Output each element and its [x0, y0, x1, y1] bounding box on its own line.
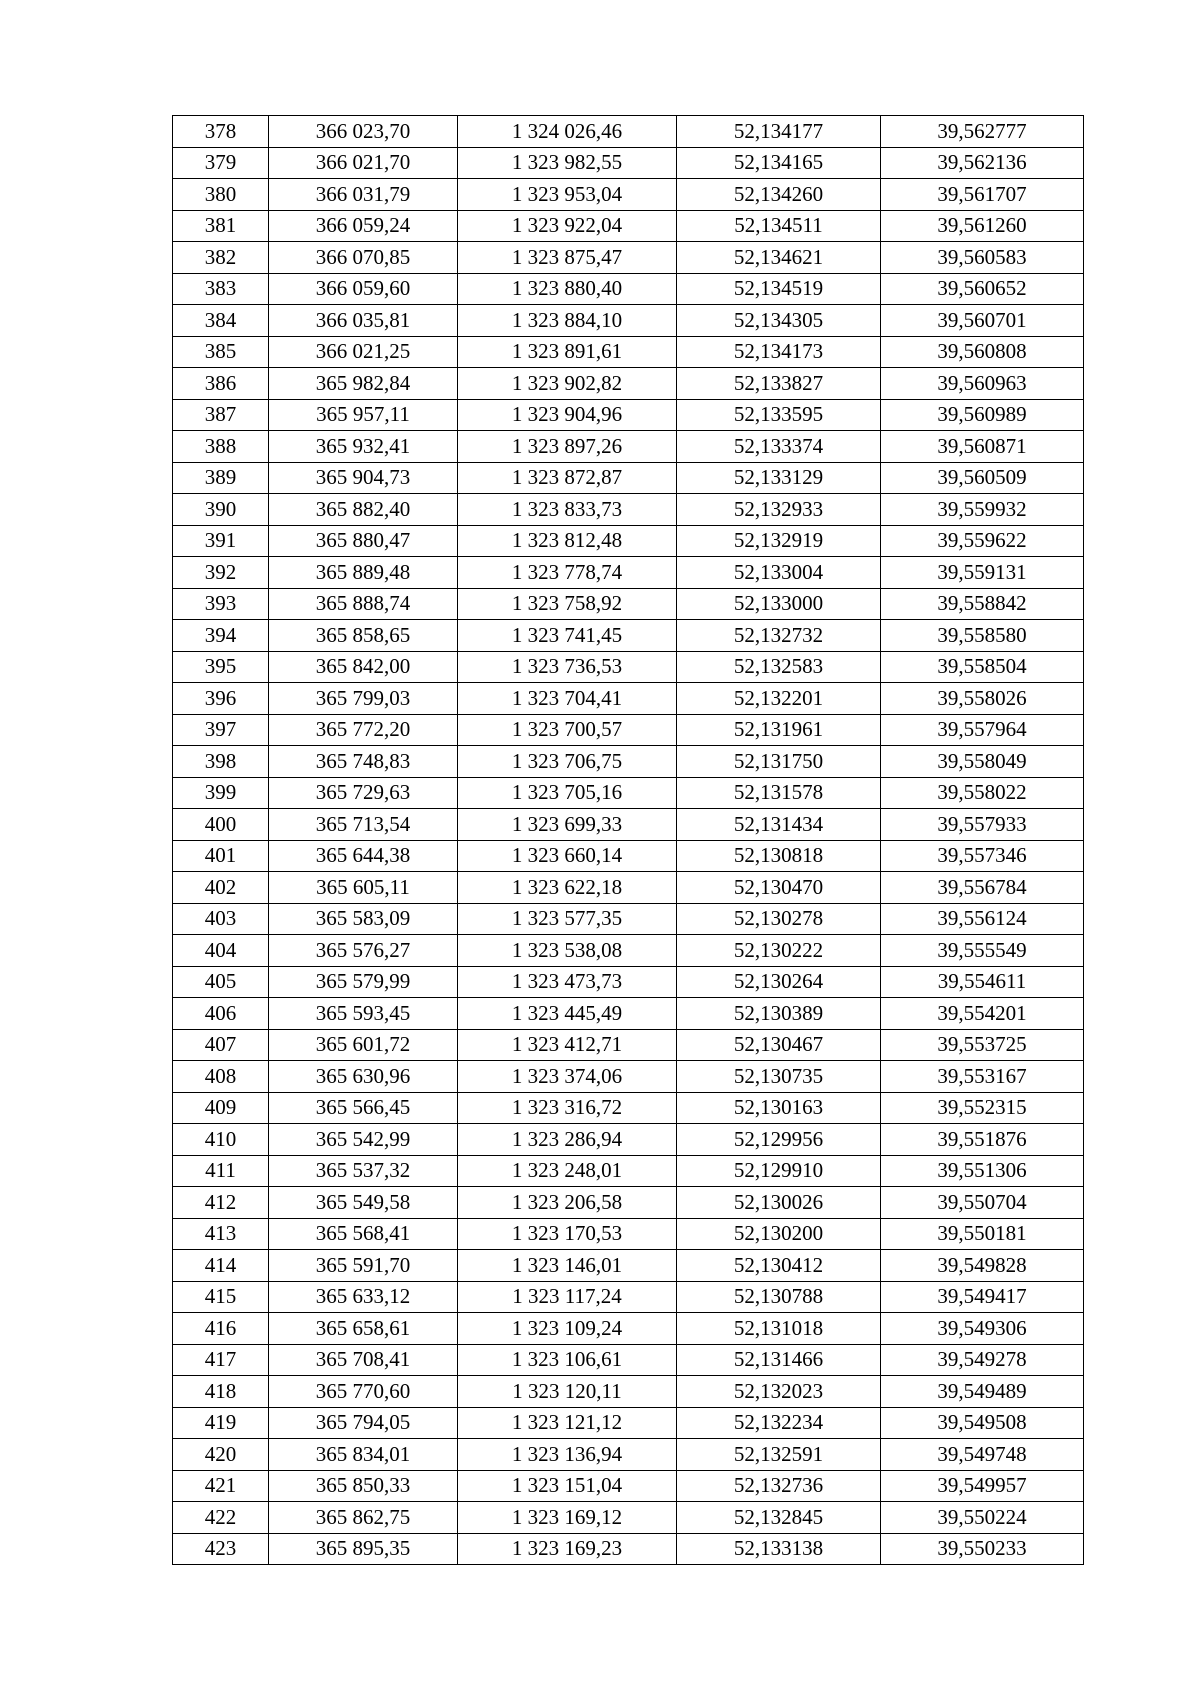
- x-coordinate-cell: 365 772,20: [269, 714, 458, 746]
- latitude-cell: 52,130278: [677, 903, 881, 935]
- x-coordinate-cell: 365 904,73: [269, 462, 458, 494]
- point-number-cell: 396: [173, 683, 269, 715]
- point-number-cell: 416: [173, 1313, 269, 1345]
- y-coordinate-cell: 1 323 872,87: [458, 462, 677, 494]
- table-row: [173, 1155, 1084, 1187]
- longitude-cell: 39,560871: [881, 431, 1084, 463]
- latitude-cell: 52,130163: [677, 1092, 881, 1124]
- latitude-cell: 52,130467: [677, 1029, 881, 1061]
- table-row: [173, 336, 1084, 368]
- x-coordinate-cell: 365 542,99: [269, 1124, 458, 1156]
- point-number-cell: 400: [173, 809, 269, 841]
- longitude-cell: 39,549306: [881, 1313, 1084, 1345]
- x-coordinate-cell: 365 850,33: [269, 1470, 458, 1502]
- x-coordinate-cell: 365 579,99: [269, 966, 458, 998]
- x-coordinate-cell: 366 021,25: [269, 336, 458, 368]
- x-coordinate-cell: 365 658,61: [269, 1313, 458, 1345]
- latitude-cell: 52,130389: [677, 998, 881, 1030]
- y-coordinate-cell: 1 323 445,49: [458, 998, 677, 1030]
- table-row: [173, 431, 1084, 463]
- x-coordinate-cell: 365 633,12: [269, 1281, 458, 1313]
- y-coordinate-cell: 1 323 169,23: [458, 1533, 677, 1565]
- longitude-cell: 39,562777: [881, 116, 1084, 148]
- y-coordinate-cell: 1 323 884,10: [458, 305, 677, 337]
- point-number-cell: 398: [173, 746, 269, 778]
- point-number-cell: 393: [173, 588, 269, 620]
- latitude-cell: 52,134305: [677, 305, 881, 337]
- latitude-cell: 52,131750: [677, 746, 881, 778]
- latitude-cell: 52,131578: [677, 777, 881, 809]
- table-row: [173, 1502, 1084, 1534]
- y-coordinate-cell: 1 323 778,74: [458, 557, 677, 589]
- y-coordinate-cell: 1 323 833,73: [458, 494, 677, 526]
- table-row: [173, 935, 1084, 967]
- y-coordinate-cell: 1 323 758,92: [458, 588, 677, 620]
- y-coordinate-cell: 1 323 897,26: [458, 431, 677, 463]
- y-coordinate-cell: 1 323 286,94: [458, 1124, 677, 1156]
- y-coordinate-cell: 1 323 875,47: [458, 242, 677, 274]
- latitude-cell: 52,132023: [677, 1376, 881, 1408]
- table-row: [173, 1439, 1084, 1471]
- table-row: [173, 147, 1084, 179]
- x-coordinate-cell: 366 070,85: [269, 242, 458, 274]
- y-coordinate-cell: 1 323 146,01: [458, 1250, 677, 1282]
- longitude-cell: 39,549748: [881, 1439, 1084, 1471]
- y-coordinate-cell: 1 323 109,24: [458, 1313, 677, 1345]
- y-coordinate-cell: 1 323 741,45: [458, 620, 677, 652]
- x-coordinate-cell: 365 630,96: [269, 1061, 458, 1093]
- y-coordinate-cell: 1 323 953,04: [458, 179, 677, 211]
- table-row: [173, 210, 1084, 242]
- longitude-cell: 39,559932: [881, 494, 1084, 526]
- latitude-cell: 52,131018: [677, 1313, 881, 1345]
- point-number-cell: 383: [173, 273, 269, 305]
- longitude-cell: 39,554611: [881, 966, 1084, 998]
- x-coordinate-cell: 365 880,47: [269, 525, 458, 557]
- longitude-cell: 39,549828: [881, 1250, 1084, 1282]
- point-number-cell: 387: [173, 399, 269, 431]
- table-row: [173, 777, 1084, 809]
- coordinates-table: [172, 115, 1084, 1565]
- table-row: [173, 1281, 1084, 1313]
- x-coordinate-cell: 365 842,00: [269, 651, 458, 683]
- table-row: [173, 179, 1084, 211]
- table-row: [173, 1187, 1084, 1219]
- point-number-cell: 403: [173, 903, 269, 935]
- x-coordinate-cell: 365 799,03: [269, 683, 458, 715]
- x-coordinate-cell: 365 729,63: [269, 777, 458, 809]
- table-row: [173, 242, 1084, 274]
- x-coordinate-cell: 366 059,24: [269, 210, 458, 242]
- longitude-cell: 39,561260: [881, 210, 1084, 242]
- coordinates-table-body: [173, 116, 1084, 1565]
- point-number-cell: 401: [173, 840, 269, 872]
- point-number-cell: 378: [173, 116, 269, 148]
- longitude-cell: 39,549417: [881, 1281, 1084, 1313]
- point-number-cell: 391: [173, 525, 269, 557]
- x-coordinate-cell: 365 770,60: [269, 1376, 458, 1408]
- latitude-cell: 52,133138: [677, 1533, 881, 1565]
- longitude-cell: 39,558842: [881, 588, 1084, 620]
- table-row: [173, 903, 1084, 935]
- table-row: [173, 1376, 1084, 1408]
- table-row: [173, 872, 1084, 904]
- point-number-cell: 423: [173, 1533, 269, 1565]
- latitude-cell: 52,130200: [677, 1218, 881, 1250]
- table-row: [173, 1313, 1084, 1345]
- point-number-cell: 382: [173, 242, 269, 274]
- y-coordinate-cell: 1 323 121,12: [458, 1407, 677, 1439]
- latitude-cell: 52,133004: [677, 557, 881, 589]
- y-coordinate-cell: 1 323 982,55: [458, 147, 677, 179]
- y-coordinate-cell: 1 324 026,46: [458, 116, 677, 148]
- table-row: [173, 840, 1084, 872]
- longitude-cell: 39,556784: [881, 872, 1084, 904]
- latitude-cell: 52,132234: [677, 1407, 881, 1439]
- latitude-cell: 52,130264: [677, 966, 881, 998]
- table-row: [173, 714, 1084, 746]
- y-coordinate-cell: 1 323 120,11: [458, 1376, 677, 1408]
- point-number-cell: 413: [173, 1218, 269, 1250]
- longitude-cell: 39,560652: [881, 273, 1084, 305]
- point-number-cell: 384: [173, 305, 269, 337]
- y-coordinate-cell: 1 323 904,96: [458, 399, 677, 431]
- table-row: [173, 368, 1084, 400]
- point-number-cell: 397: [173, 714, 269, 746]
- table-row: [173, 746, 1084, 778]
- table-row: [173, 683, 1084, 715]
- longitude-cell: 39,552315: [881, 1092, 1084, 1124]
- x-coordinate-cell: 365 895,35: [269, 1533, 458, 1565]
- table-row: [173, 809, 1084, 841]
- x-coordinate-cell: 365 862,75: [269, 1502, 458, 1534]
- x-coordinate-cell: 366 035,81: [269, 305, 458, 337]
- latitude-cell: 52,130470: [677, 872, 881, 904]
- latitude-cell: 52,132201: [677, 683, 881, 715]
- point-number-cell: 411: [173, 1155, 269, 1187]
- x-coordinate-cell: 365 605,11: [269, 872, 458, 904]
- point-number-cell: 381: [173, 210, 269, 242]
- table-row: [173, 399, 1084, 431]
- latitude-cell: 52,132591: [677, 1439, 881, 1471]
- x-coordinate-cell: 366 021,70: [269, 147, 458, 179]
- point-number-cell: 415: [173, 1281, 269, 1313]
- latitude-cell: 52,132583: [677, 651, 881, 683]
- table-row: [173, 1029, 1084, 1061]
- longitude-cell: 39,549278: [881, 1344, 1084, 1376]
- point-number-cell: 408: [173, 1061, 269, 1093]
- y-coordinate-cell: 1 323 169,12: [458, 1502, 677, 1534]
- table-row: [173, 1092, 1084, 1124]
- table-row: [173, 273, 1084, 305]
- latitude-cell: 52,130026: [677, 1187, 881, 1219]
- point-number-cell: 421: [173, 1470, 269, 1502]
- longitude-cell: 39,550704: [881, 1187, 1084, 1219]
- y-coordinate-cell: 1 323 206,58: [458, 1187, 677, 1219]
- y-coordinate-cell: 1 323 106,61: [458, 1344, 677, 1376]
- latitude-cell: 52,132845: [677, 1502, 881, 1534]
- longitude-cell: 39,551306: [881, 1155, 1084, 1187]
- point-number-cell: 379: [173, 147, 269, 179]
- longitude-cell: 39,550224: [881, 1502, 1084, 1534]
- table-row: [173, 1344, 1084, 1376]
- y-coordinate-cell: 1 323 248,01: [458, 1155, 677, 1187]
- latitude-cell: 52,133000: [677, 588, 881, 620]
- longitude-cell: 39,550181: [881, 1218, 1084, 1250]
- point-number-cell: 407: [173, 1029, 269, 1061]
- latitude-cell: 52,131466: [677, 1344, 881, 1376]
- point-number-cell: 422: [173, 1502, 269, 1534]
- table-row: [173, 1470, 1084, 1502]
- x-coordinate-cell: 366 059,60: [269, 273, 458, 305]
- x-coordinate-cell: 365 537,32: [269, 1155, 458, 1187]
- point-number-cell: 409: [173, 1092, 269, 1124]
- y-coordinate-cell: 1 323 699,33: [458, 809, 677, 841]
- table-row: [173, 557, 1084, 589]
- x-coordinate-cell: 365 713,54: [269, 809, 458, 841]
- longitude-cell: 39,553167: [881, 1061, 1084, 1093]
- table-row: [173, 1250, 1084, 1282]
- x-coordinate-cell: 365 932,41: [269, 431, 458, 463]
- y-coordinate-cell: 1 323 117,24: [458, 1281, 677, 1313]
- latitude-cell: 52,130222: [677, 935, 881, 967]
- y-coordinate-cell: 1 323 538,08: [458, 935, 677, 967]
- longitude-cell: 39,549957: [881, 1470, 1084, 1502]
- x-coordinate-cell: 365 591,70: [269, 1250, 458, 1282]
- latitude-cell: 52,132919: [677, 525, 881, 557]
- y-coordinate-cell: 1 323 706,75: [458, 746, 677, 778]
- x-coordinate-cell: 365 957,11: [269, 399, 458, 431]
- latitude-cell: 52,132933: [677, 494, 881, 526]
- x-coordinate-cell: 365 889,48: [269, 557, 458, 589]
- y-coordinate-cell: 1 323 136,94: [458, 1439, 677, 1471]
- latitude-cell: 52,131434: [677, 809, 881, 841]
- longitude-cell: 39,558580: [881, 620, 1084, 652]
- latitude-cell: 52,130412: [677, 1250, 881, 1282]
- latitude-cell: 52,134621: [677, 242, 881, 274]
- table-row: [173, 651, 1084, 683]
- table-row: [173, 1407, 1084, 1439]
- latitude-cell: 52,134260: [677, 179, 881, 211]
- longitude-cell: 39,561707: [881, 179, 1084, 211]
- y-coordinate-cell: 1 323 473,73: [458, 966, 677, 998]
- longitude-cell: 39,557964: [881, 714, 1084, 746]
- point-number-cell: 395: [173, 651, 269, 683]
- longitude-cell: 39,557346: [881, 840, 1084, 872]
- table-row: [173, 1218, 1084, 1250]
- longitude-cell: 39,556124: [881, 903, 1084, 935]
- latitude-cell: 52,133595: [677, 399, 881, 431]
- longitude-cell: 39,560989: [881, 399, 1084, 431]
- longitude-cell: 39,560808: [881, 336, 1084, 368]
- longitude-cell: 39,560583: [881, 242, 1084, 274]
- x-coordinate-cell: 366 031,79: [269, 179, 458, 211]
- latitude-cell: 52,129956: [677, 1124, 881, 1156]
- point-number-cell: 390: [173, 494, 269, 526]
- y-coordinate-cell: 1 323 902,82: [458, 368, 677, 400]
- x-coordinate-cell: 365 858,65: [269, 620, 458, 652]
- table-row: [173, 588, 1084, 620]
- longitude-cell: 39,551876: [881, 1124, 1084, 1156]
- y-coordinate-cell: 1 323 374,06: [458, 1061, 677, 1093]
- x-coordinate-cell: 365 748,83: [269, 746, 458, 778]
- latitude-cell: 52,132732: [677, 620, 881, 652]
- table-row: [173, 116, 1084, 148]
- latitude-cell: 52,134511: [677, 210, 881, 242]
- longitude-cell: 39,554201: [881, 998, 1084, 1030]
- y-coordinate-cell: 1 323 151,04: [458, 1470, 677, 1502]
- point-number-cell: 404: [173, 935, 269, 967]
- y-coordinate-cell: 1 323 705,16: [458, 777, 677, 809]
- y-coordinate-cell: 1 323 660,14: [458, 840, 677, 872]
- point-number-cell: 380: [173, 179, 269, 211]
- latitude-cell: 52,131961: [677, 714, 881, 746]
- point-number-cell: 402: [173, 872, 269, 904]
- latitude-cell: 52,129910: [677, 1155, 881, 1187]
- table-row: [173, 1124, 1084, 1156]
- latitude-cell: 52,132736: [677, 1470, 881, 1502]
- longitude-cell: 39,559622: [881, 525, 1084, 557]
- latitude-cell: 52,130818: [677, 840, 881, 872]
- longitude-cell: 39,549508: [881, 1407, 1084, 1439]
- table-row: [173, 494, 1084, 526]
- x-coordinate-cell: 365 834,01: [269, 1439, 458, 1471]
- longitude-cell: 39,549489: [881, 1376, 1084, 1408]
- table-row: [173, 305, 1084, 337]
- point-number-cell: 394: [173, 620, 269, 652]
- point-number-cell: 385: [173, 336, 269, 368]
- x-coordinate-cell: 365 576,27: [269, 935, 458, 967]
- longitude-cell: 39,558022: [881, 777, 1084, 809]
- table-row: [173, 1533, 1084, 1565]
- point-number-cell: 417: [173, 1344, 269, 1376]
- latitude-cell: 52,133827: [677, 368, 881, 400]
- table-row: [173, 1061, 1084, 1093]
- x-coordinate-cell: 365 882,40: [269, 494, 458, 526]
- x-coordinate-cell: 365 888,74: [269, 588, 458, 620]
- table-row: [173, 620, 1084, 652]
- latitude-cell: 52,134165: [677, 147, 881, 179]
- longitude-cell: 39,560509: [881, 462, 1084, 494]
- y-coordinate-cell: 1 323 704,41: [458, 683, 677, 715]
- latitude-cell: 52,134177: [677, 116, 881, 148]
- point-number-cell: 386: [173, 368, 269, 400]
- latitude-cell: 52,134173: [677, 336, 881, 368]
- longitude-cell: 39,555549: [881, 935, 1084, 967]
- table-row: [173, 998, 1084, 1030]
- x-coordinate-cell: 366 023,70: [269, 116, 458, 148]
- y-coordinate-cell: 1 323 736,53: [458, 651, 677, 683]
- x-coordinate-cell: 365 566,45: [269, 1092, 458, 1124]
- latitude-cell: 52,133374: [677, 431, 881, 463]
- y-coordinate-cell: 1 323 880,40: [458, 273, 677, 305]
- latitude-cell: 52,134519: [677, 273, 881, 305]
- point-number-cell: 418: [173, 1376, 269, 1408]
- point-number-cell: 405: [173, 966, 269, 998]
- longitude-cell: 39,562136: [881, 147, 1084, 179]
- latitude-cell: 52,130735: [677, 1061, 881, 1093]
- longitude-cell: 39,557933: [881, 809, 1084, 841]
- point-number-cell: 406: [173, 998, 269, 1030]
- longitude-cell: 39,558049: [881, 746, 1084, 778]
- y-coordinate-cell: 1 323 577,35: [458, 903, 677, 935]
- point-number-cell: 388: [173, 431, 269, 463]
- y-coordinate-cell: 1 323 700,57: [458, 714, 677, 746]
- longitude-cell: 39,553725: [881, 1029, 1084, 1061]
- x-coordinate-cell: 365 644,38: [269, 840, 458, 872]
- point-number-cell: 419: [173, 1407, 269, 1439]
- longitude-cell: 39,560701: [881, 305, 1084, 337]
- point-number-cell: 414: [173, 1250, 269, 1282]
- longitude-cell: 39,559131: [881, 557, 1084, 589]
- x-coordinate-cell: 365 601,72: [269, 1029, 458, 1061]
- y-coordinate-cell: 1 323 891,61: [458, 336, 677, 368]
- longitude-cell: 39,558504: [881, 651, 1084, 683]
- x-coordinate-cell: 365 568,41: [269, 1218, 458, 1250]
- latitude-cell: 52,133129: [677, 462, 881, 494]
- y-coordinate-cell: 1 323 622,18: [458, 872, 677, 904]
- y-coordinate-cell: 1 323 812,48: [458, 525, 677, 557]
- table-row: [173, 966, 1084, 998]
- x-coordinate-cell: 365 549,58: [269, 1187, 458, 1219]
- longitude-cell: 39,550233: [881, 1533, 1084, 1565]
- table-row: [173, 525, 1084, 557]
- point-number-cell: 420: [173, 1439, 269, 1471]
- x-coordinate-cell: 365 982,84: [269, 368, 458, 400]
- point-number-cell: 399: [173, 777, 269, 809]
- x-coordinate-cell: 365 593,45: [269, 998, 458, 1030]
- x-coordinate-cell: 365 708,41: [269, 1344, 458, 1376]
- y-coordinate-cell: 1 323 412,71: [458, 1029, 677, 1061]
- y-coordinate-cell: 1 323 922,04: [458, 210, 677, 242]
- y-coordinate-cell: 1 323 316,72: [458, 1092, 677, 1124]
- point-number-cell: 389: [173, 462, 269, 494]
- table-row: [173, 462, 1084, 494]
- x-coordinate-cell: 365 794,05: [269, 1407, 458, 1439]
- x-coordinate-cell: 365 583,09: [269, 903, 458, 935]
- longitude-cell: 39,560963: [881, 368, 1084, 400]
- point-number-cell: 392: [173, 557, 269, 589]
- longitude-cell: 39,558026: [881, 683, 1084, 715]
- y-coordinate-cell: 1 323 170,53: [458, 1218, 677, 1250]
- latitude-cell: 52,130788: [677, 1281, 881, 1313]
- point-number-cell: 412: [173, 1187, 269, 1219]
- point-number-cell: 410: [173, 1124, 269, 1156]
